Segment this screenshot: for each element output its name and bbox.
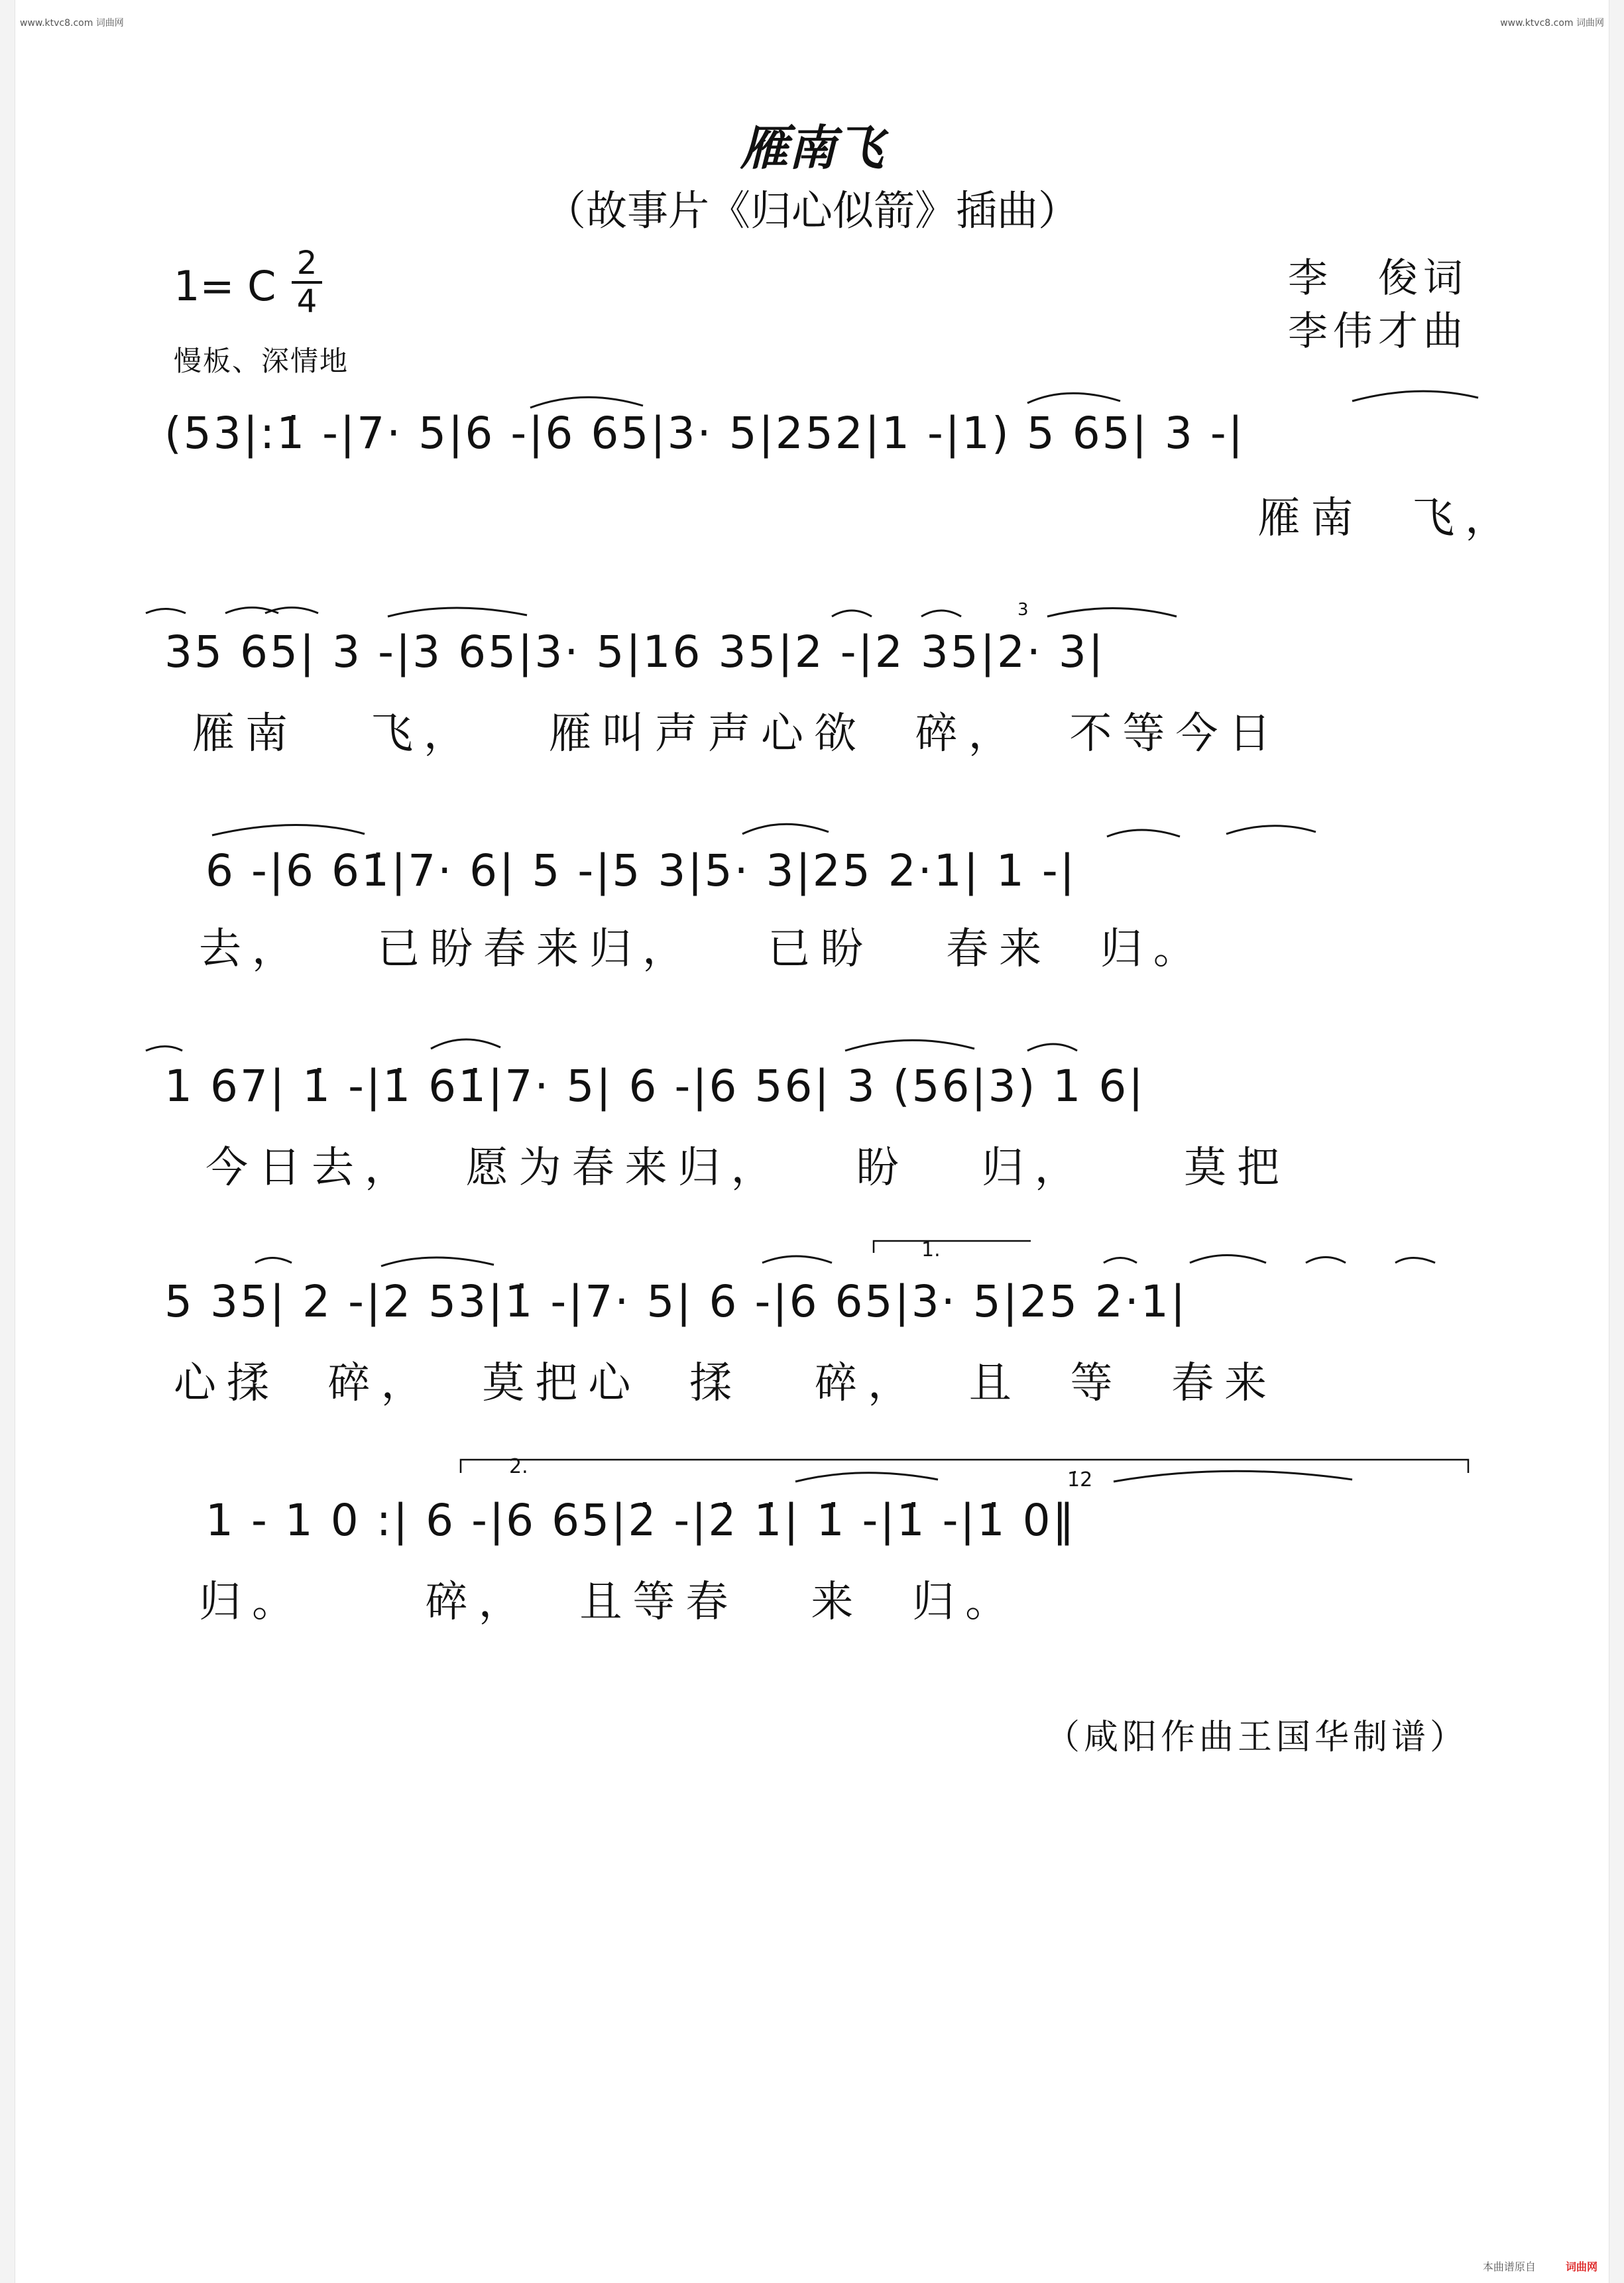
footer-site-link[interactable]: 词曲网 — [1565, 2260, 1597, 2273]
meter-bottom: 4 — [296, 283, 318, 320]
lyric-line-2: 雁南 飞， 雁叫声声心欲 碎， 不等今日 — [192, 709, 1282, 758]
notation-line-6: 1 - 1 0 :| 6 -|6 65|2̇ -|2̇ 1̇| 1̇ -|1̇ -|1̇ 0‖ — [205, 1495, 1076, 1546]
first-ending-label: 1. — [921, 1238, 941, 1261]
song-title: 雁南飞 — [740, 119, 884, 176]
grace-notes: 1̇2 — [1067, 1468, 1093, 1492]
lyricist-credit: 李 俊词 — [1288, 255, 1468, 302]
header-left-watermark: www.ktvc8.com 词曲网 — [20, 18, 124, 29]
composer-credit: 李伟才曲 — [1288, 308, 1468, 355]
meter-top: 2 — [296, 245, 318, 282]
lyric-line-1: 雁南 飞， — [174, 494, 1519, 543]
key-signature: 1= C — [174, 262, 276, 310]
header-right-watermark: www.ktvc8.com 词曲网 — [1500, 18, 1604, 29]
lyric-line-4: 今日去， 愿为春来归， 盼 归， 莫把 — [205, 1143, 1291, 1193]
song-subtitle: （故事片《归心似箭》插曲） — [544, 186, 1079, 235]
second-ending-label: 2. — [509, 1455, 528, 1478]
notation-line-1: (53|:1̇ -|7· 5|6 -|6 65|3· 5|252|1 -|1) 5 65| 3 -| — [164, 408, 1245, 459]
transcription-credit: （咸阳作曲王国华制谱） — [1045, 1718, 1468, 1757]
lyric-line-3: 去， 已盼春来归， 已盼 春来 归。 — [199, 925, 1206, 974]
lyric-line-6: 归。 碎， 且等春 来 归。 — [199, 1578, 1019, 1627]
triplet-mark: 3 — [1017, 600, 1029, 620]
notation-line-2: 35 65| 3 -|3 65|3· 5|16 35|2 -|2 35|2· 3| — [164, 626, 1106, 677]
lyric-line-5: 心揉 碎， 莫把心 揉 碎， 且 等 春来 — [174, 1359, 1278, 1408]
notation-line-3: 6 -|6 61̇|7· 6| 5 -|5 3|5· 3|25 2·1| 1 -| — [205, 845, 1076, 896]
footer-source-label: 本曲谱原自 — [1482, 2260, 1536, 2273]
footer-source — [1483, 2258, 1597, 2274]
notation-line-4: 1 67| 1̇ -|1̇ 61̇|7· 5| 6 -|6 56| 3 (56|3) 1 6| — [164, 1061, 1145, 1112]
tempo-marking: 慢板、深情地 — [174, 345, 349, 377]
notation-line-5: 5 35| 2 -|2 53|1̇ -|7· 5| 6 -|6 65|3· 5|25 2·1| — [164, 1276, 1188, 1327]
